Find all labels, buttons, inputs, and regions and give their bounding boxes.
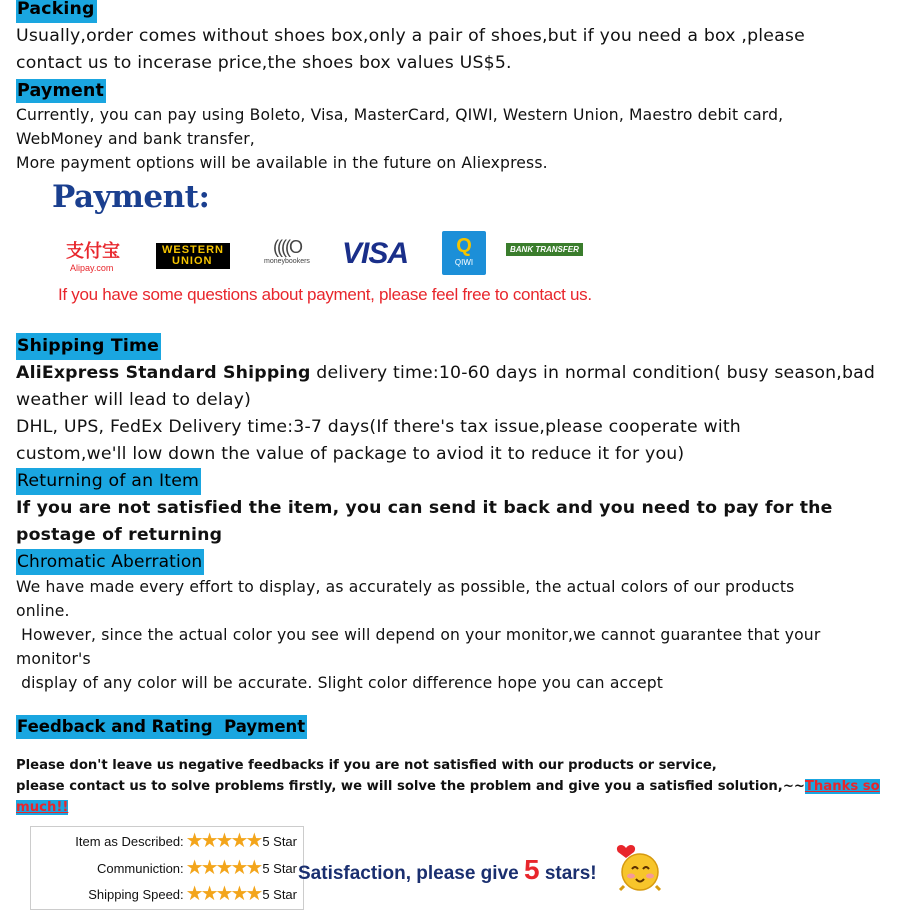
chromatic-text-3: However, since the actual color you see will depend on your monitor,we cannot guarantee that your xyxy=(16,626,821,644)
shipping-express-text-1: DHL, UPS, FedEx Delivery time:3-7 days(If there's tax issue,please cooperate with xyxy=(16,417,741,437)
star-icons: ★★★★★ xyxy=(185,857,261,879)
rating-row-shipping-speed: Shipping Speed: ★★★★★ 5 Star xyxy=(88,883,297,905)
payment-text-2: WebMoney and bank transfer, xyxy=(16,130,255,148)
visa-logo: VISA xyxy=(342,237,409,270)
payment-text-3: More payment options will be available in the future on Aliexpress. xyxy=(16,154,548,172)
shipping-heading: Shipping Time xyxy=(16,333,161,360)
satisfaction-text: Satisfaction, please give 5 stars! xyxy=(298,854,597,885)
shipping-standard-label: AliExpress Standard Shipping xyxy=(16,363,311,383)
bank-transfer-logo: BANK TRANSFER xyxy=(506,243,583,256)
shipping-section xyxy=(16,333,896,468)
feedback-text-2: please contact us to solve problems firstly, we will solve the problem and give you a satisfied solution,~~ xyxy=(16,779,805,794)
feedback-text xyxy=(16,755,896,818)
smiley-icon xyxy=(612,842,664,894)
feedback-heading: Feedback and Rating Payment xyxy=(16,715,307,739)
product-description xyxy=(16,0,896,916)
shipping-standard-text: delivery time:10-60 days in normal condition( busy season,bad xyxy=(310,363,876,383)
chromatic-text-1: We have made every effort to display, as accurately as possible, the actual colors of our products xyxy=(16,578,795,596)
returning-section xyxy=(16,468,896,549)
western-union-logo: WESTERN UNION xyxy=(156,243,230,269)
payment-text-1: Currently, you can pay using Boleto, Visa, MasterCard, QIWI, Western Union, Maestro debit card, xyxy=(16,106,784,124)
packing-text-2: contact us to incerase price,the shoes box values US$5. xyxy=(16,53,512,73)
chromatic-section xyxy=(16,549,896,695)
payment-banner-title: Payment: xyxy=(52,179,210,215)
star-icons: ★★★★★ xyxy=(185,830,261,852)
thanks-highlight: Thanks so much!! xyxy=(16,779,880,815)
rating-row-communication: Communiction: ★★★★★ 5 Star xyxy=(96,857,297,879)
qiwi-logo: Q QIWI xyxy=(442,231,486,275)
payment-contact-note: If you have some questions about payment, please feel free to contact us. xyxy=(58,285,592,304)
packing-text-1: Usually,order comes without shoes box,only a pair of shoes,but if you need a box ,please xyxy=(16,26,805,46)
payment-section xyxy=(16,79,896,175)
chromatic-heading: Chromatic Aberration xyxy=(16,549,204,575)
returning-text-1: If you are not satisfied the item, you can send it back and you need to pay for the xyxy=(16,498,833,518)
returning-heading: Returning of an Item xyxy=(16,468,201,495)
alipay-logo: 支付宝 Alipay.com xyxy=(66,241,120,273)
packing-heading: Packing xyxy=(16,0,97,23)
payment-logos xyxy=(66,231,586,281)
feedback-section xyxy=(16,715,896,916)
shipping-express-text-2: custom,we'll low down the value of package to aviod it to reduce it for you) xyxy=(16,444,685,464)
moneybookers-logo: ((((O moneybookers xyxy=(264,237,310,265)
star-icons: ★★★★★ xyxy=(185,883,261,905)
packing-section xyxy=(16,0,896,77)
chromatic-text-5: display of any color will be accurate. Slight color difference hope you can accept xyxy=(16,674,664,692)
payment-banner xyxy=(36,179,896,325)
feedback-text-1: Please don't leave us negative feedbacks if you are not satisfied with our products or service, xyxy=(16,758,717,773)
rating-row-item-described: Item as Described: ★★★★★ 5 Star xyxy=(75,830,297,852)
payment-heading: Payment xyxy=(17,81,105,101)
returning-text-2: postage of returning xyxy=(16,525,223,545)
rating-box xyxy=(30,826,304,910)
chromatic-text-4: monitor's xyxy=(16,650,91,668)
chromatic-text-2: online. xyxy=(16,602,70,620)
shipping-standard-text-2: weather will lead to delay) xyxy=(16,390,252,410)
